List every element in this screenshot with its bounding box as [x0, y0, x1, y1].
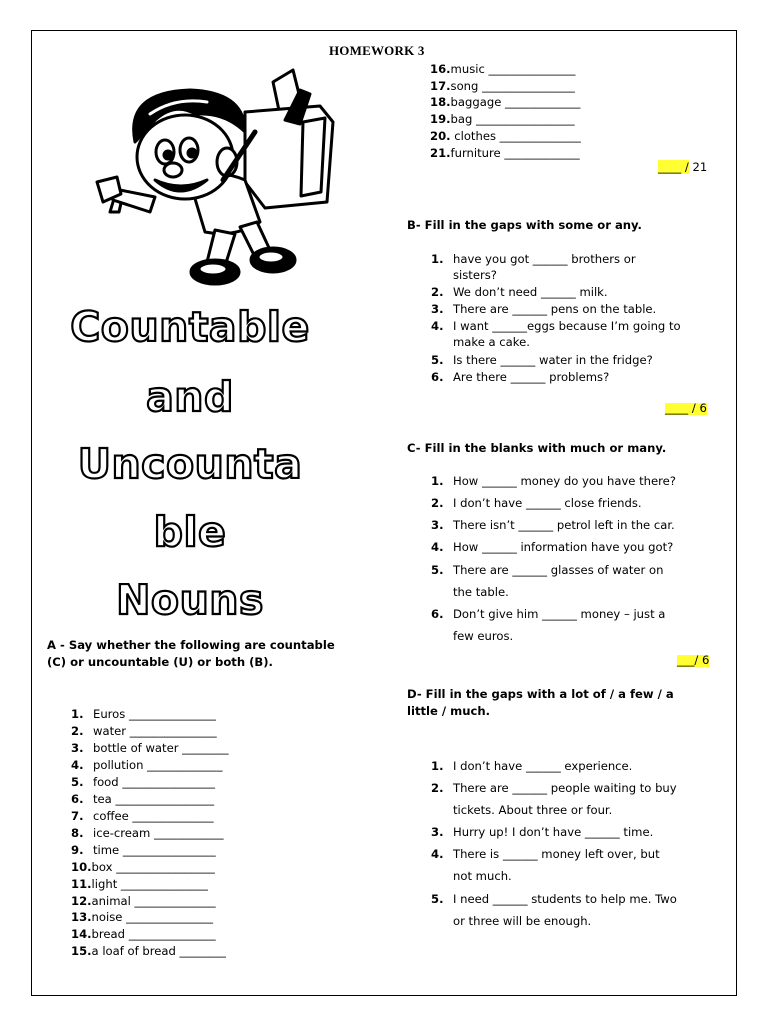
section-b-instruction: B- Fill in the gaps with some or any. [407, 218, 642, 232]
list-item: 2. We don’t need ______ milk. [431, 285, 608, 299]
list-item: 2. water _______________ [71, 724, 217, 738]
list-item: 9. time ________________ [71, 843, 216, 857]
list-item: 3. Hurry up! I don’t have ______ time. [431, 825, 654, 839]
big-title-line-2: and [146, 373, 234, 421]
list-item: 4. I want ______eggs because I’m going to [431, 319, 681, 333]
list-item: 3. bottle of water ________ [71, 741, 229, 755]
list-item: 12.animal ______________ [71, 894, 216, 908]
list-item: 4. pollution _____________ [71, 758, 223, 772]
list-item: 5. There are ______ glasses of water on [431, 563, 664, 577]
big-title-line-3: Uncounta [77, 440, 303, 488]
list-item: 6. tea _________________ [71, 792, 215, 806]
list-item: 1. have you got ______ brothers or [431, 252, 636, 266]
big-title-line-4: ble [153, 508, 227, 556]
list-item: 14.bread _______________ [71, 927, 216, 941]
list-item: 1. I don’t have ______ experience. [431, 759, 633, 773]
list-item: 1. Euros _______________ [71, 707, 216, 721]
section-b-score: ____ / 6 [665, 401, 707, 415]
list-item-continuation: not much. [453, 869, 512, 883]
section-c-instruction: C- Fill in the blanks with much or many. [407, 441, 667, 455]
list-item: 18.baggage _____________ [430, 95, 581, 109]
section-a-instruction: A - Say whether the following are countable (C) or uncountable (U) or both (B). [47, 638, 335, 669]
list-item: 17.song ________________ [430, 79, 575, 93]
list-item-continuation: sisters? [453, 268, 497, 282]
list-item: 19.bag _________________ [430, 112, 575, 126]
list-item: 2. I don’t have ______ close friends. [431, 496, 642, 510]
list-item: 5. Is there ______ water in the fridge? [431, 353, 653, 367]
list-item: 11.light _______________ [71, 877, 208, 891]
list-item: 8. ice-cream ____________ [71, 826, 224, 840]
list-item: 3. There are ______ pens on the table. [431, 302, 657, 316]
list-item: 13.noise _______________ [71, 910, 214, 924]
list-item: 3. There isn’t ______ petrol left in the car. [431, 518, 675, 532]
list-item: 4. There is ______ money left over, but [431, 847, 660, 861]
list-item-continuation: few euros. [453, 629, 514, 643]
list-item: 20. clothes ______________ [430, 129, 581, 143]
list-item-continuation: or three will be enough. [453, 914, 592, 928]
big-title-line-5: Nouns [116, 576, 264, 624]
section-c-score: ___/ 6 [677, 653, 710, 667]
list-item: 4. How ______ information have you got? [431, 540, 674, 554]
list-item: 7. coffee ______________ [71, 809, 214, 823]
list-item: 5. food ________________ [71, 775, 216, 789]
list-item: 15.a loaf of bread ________ [71, 944, 226, 958]
big-title-line-1: Countable [70, 303, 310, 351]
list-item: 2. There are ______ people waiting to buy [431, 781, 677, 795]
list-item: 10.box _________________ [71, 860, 215, 874]
section-d-instruction: D- Fill in the gaps with a lot of / a few / a little / much. [407, 687, 674, 718]
list-item: 1. How ______ money do you have there? [431, 474, 676, 488]
list-item: 5. I need ______ students to help me. Two [431, 892, 677, 906]
page-title: HOMEWORK 3 [329, 43, 425, 58]
cartoon-boy-with-backpack-illustration [95, 62, 370, 294]
list-item: 6. Don’t give him ______ money – just a [431, 607, 666, 621]
list-item-continuation: make a cake. [453, 335, 530, 349]
list-item-continuation: tickets. About three or four. [453, 803, 613, 817]
section-a-score: ____ / 21 [658, 160, 708, 174]
list-item: 16.music _______________ [430, 62, 576, 76]
list-item-continuation: the table. [453, 585, 509, 599]
list-item: 6. Are there ______ problems? [431, 370, 610, 384]
list-item: 21.furniture _____________ [430, 146, 580, 160]
